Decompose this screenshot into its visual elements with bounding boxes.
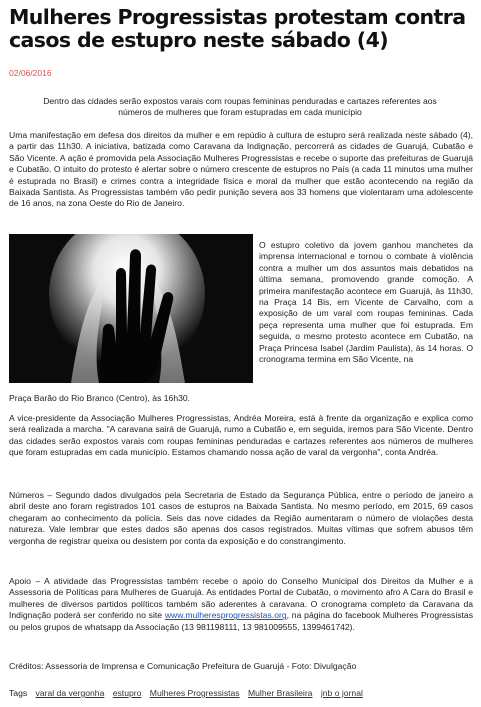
article-date: 02/06/2016 bbox=[9, 68, 52, 78]
apoio-label: Apoio bbox=[9, 576, 31, 586]
numeros-text: – Segundo dados divulgados pela Secretaria de Estado da Segurança Pública, entre o período de janeiro a abril deste ano foram registrados 101 casos de estupros na Baixada Santista. No mesmo período, em 2015, 69 casos chegaram ao conhecimento da polícia. Seis das nove cidades da Região aumentaram o número de violações desta natureza. Vale lembrar que estes dados são apenas dos casos registrados. Muitas vítimas que sofrem abusos têm vergonha de registrar queixa ou desistem por conta da exposição e do constrangimento. bbox=[9, 490, 473, 546]
tag-link[interactable]: varal da vergonha bbox=[35, 688, 105, 698]
article-lead: Dentro das cidades serão expostos varais com roupas femininas penduradas e cartazes referentes aos números de mulheres que foram estupradas em cada município bbox=[43, 96, 437, 118]
raised-hand-image bbox=[9, 234, 253, 383]
tag-link[interactable]: Mulheres Progressistas bbox=[149, 688, 240, 698]
apoio-text-end: , na página do facebook Mulheres Progressistas ou pelos grupos de whatsapp da Associação (13 981198111, 13 981009555, 1399461742). bbox=[9, 610, 474, 632]
tag-link[interactable]: jnb o jornal bbox=[320, 688, 363, 698]
apoio-text: – A atividade das Progressistas também recebe o apoio do Conselho Municipal dos Direitos da Mulher e a Assessoria de Políticas para Mulheres de Guarujá. As entidades Portal de Cubatão, o movimento afro A Cara do Brasil e mulheres de diversos partidos políticos também são aderentes à caravana. O cronograma completo da Caravana da Indignação poderá ser conferido no site bbox=[9, 576, 473, 621]
tag-link[interactable]: Mulher Brasileira bbox=[247, 688, 313, 698]
tags-label: Tags bbox=[9, 688, 28, 698]
paragraph-intro: Uma manifestação em defesa dos direitos da mulher e em repúdio à cultura de estupro será realizada neste sábado (4), a partir das 11h30. A iniciativa, batizada como Caravana da Indignação, percorrerá as cidades de Guarujá, Cubatão e São Vicente. A ação é promovida pela Associação Mulheres Progressistas e recebe o suporte das prefeituras de Guarujá e Cubatão. O intuito do protesto é alertar sobre o número crescente de estupros no País (a cada 11 minutos uma mulher é estuprada no Brasil) e crimes contra a integridade física e moral da mulher que estão acontecendo na região da Baixada Santista. As Progressistas também vão pedir punição severa aos 33 homens que violentaram uma adolescente de 16 anos, na zona Oeste do Rio de Janeiro. bbox=[9, 130, 473, 209]
tag-link[interactable]: estupro bbox=[112, 688, 142, 698]
paragraph-apoio bbox=[9, 576, 473, 633]
paragraph-numeros bbox=[9, 490, 473, 547]
article-photo-raised-hand bbox=[9, 234, 253, 383]
paragraph-organization: A vice-presidente da Associação Mulheres Progressistas, Andréa Moreira, está à frente da organização e explica como será realizada a marcha. "A caravana sairá de Guarujá, rumo a Cubatão e, em seguida, iremos para São Vicente. Dentro das cidades serão expostos varais com roupas femininas penduradas e cartazes referentes aos números de mulheres que foram estupradas em cada município. Estamos chamando nossa ação de varal da vergonha", conta Andréa. bbox=[9, 413, 473, 458]
paragraph-side-text: O estupro coletivo da jovem ganhou manchetes da imprensa internacional e tornou o combate à violência contra a mulher um dos assuntos mais debatidos na última semana, promovendo grande comoção. A primeira manifestação acontece em Guarujá, às 11h30, na Praça 14 Bis, em Vicente de Carvalho, com a exposição de um varal com roupas femininas. Cada peça representa uma mulher que foi estuprada. Em seguida, o mesmo protesto acontece em Cubatão, na Praça Princesa Isabel (Jardim Paulista), às 14 horas. O cronograma termina em São Vicente, na bbox=[259, 240, 473, 365]
paragraph-side-continuation: Praça Barão do Rio Branco (Centro), às 16h30. bbox=[9, 393, 191, 403]
numeros-label: Números bbox=[9, 490, 44, 500]
site-link[interactable]: www.mulheresprogressistas.org bbox=[164, 610, 287, 621]
article-title: Mulheres Progressistas protestam contra casos de estupro neste sábado (4) bbox=[9, 5, 466, 52]
photo-credits: Créditos: Assessoria de Imprensa e Comunicação Prefeitura de Guarujá - Foto: Divulgação bbox=[9, 661, 357, 671]
tags-bar bbox=[9, 688, 363, 698]
